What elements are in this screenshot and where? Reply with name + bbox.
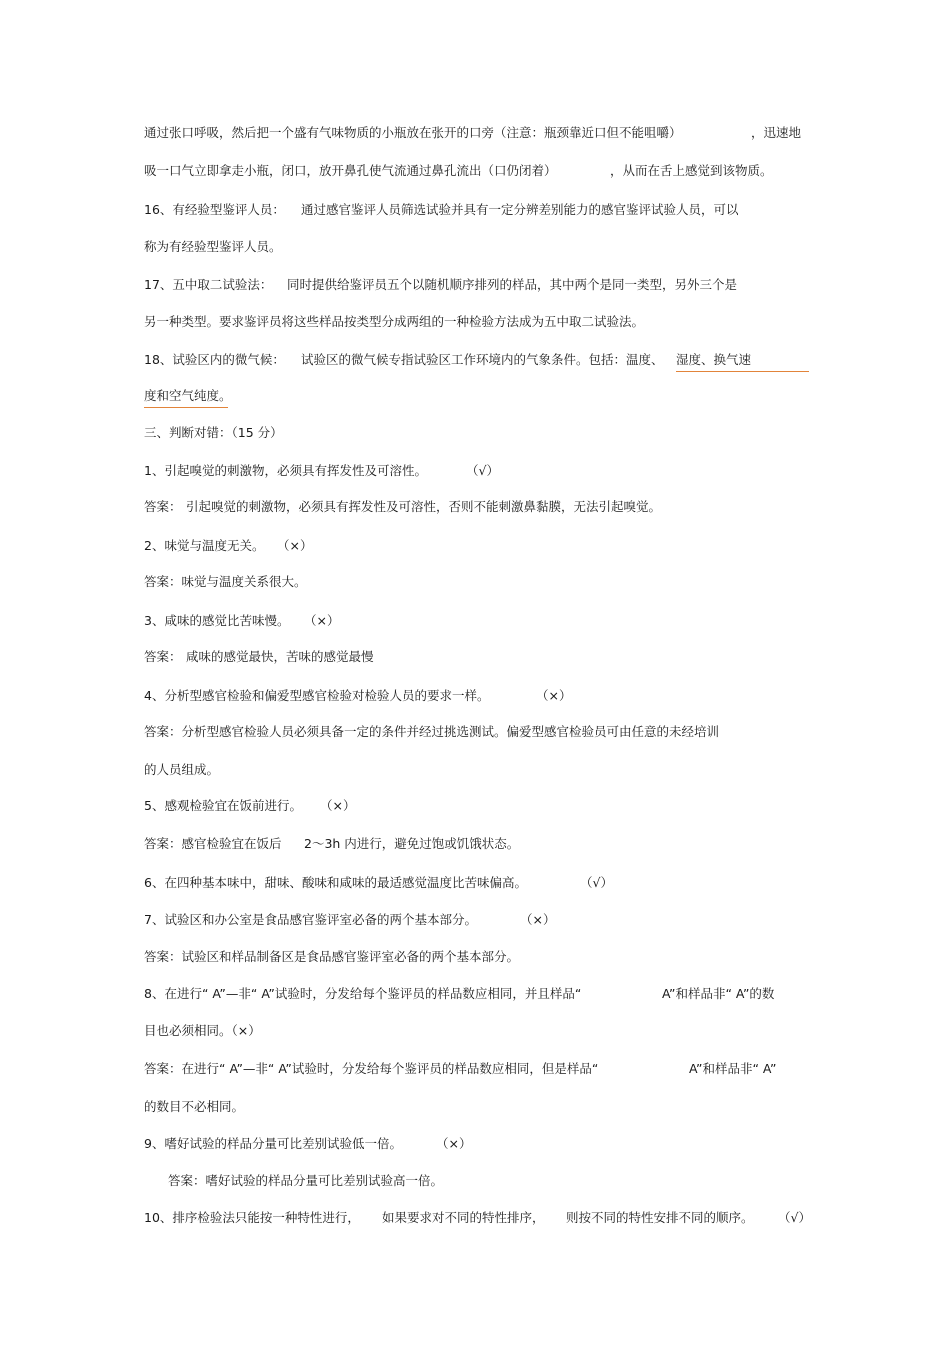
text-segment: ，从而在舌上感觉到该物质。 bbox=[610, 163, 773, 178]
question-1 bbox=[144, 460, 809, 482]
section-heading-text: 三、判断对错：（15 分） bbox=[144, 425, 283, 440]
question-text: 2、味觉与温度无关。 bbox=[144, 538, 265, 553]
question-text: A”和样品非“ A”的数 bbox=[662, 986, 775, 1001]
text-line-08 bbox=[144, 385, 809, 407]
answer-text: A”和样品非“ A” bbox=[689, 1061, 777, 1076]
answer-text: 的数目不必相同。 bbox=[144, 1099, 245, 1114]
question-text: 6、在四种基本味中，甜味、酸味和咸味的最适感觉温度比苦味偏高。 bbox=[144, 875, 527, 890]
answer-3 bbox=[144, 646, 809, 668]
text-segment: ，迅速地 bbox=[751, 125, 802, 140]
underlined-text: 湿度、换气速 bbox=[676, 349, 809, 372]
text-line-03 bbox=[144, 199, 809, 221]
question-text: 1、引起嗅觉的刺激物，必须具有挥发性及可溶性。 bbox=[144, 463, 427, 478]
answer-text: 答案：分析型感官检验人员必须具备一定的条件并经过挑选测试。偏爱型感官检验员可由任意的未经培训 bbox=[144, 724, 720, 739]
text-line-07 bbox=[144, 349, 809, 371]
answer-text: 的人员组成。 bbox=[144, 762, 220, 777]
text-line-18 bbox=[144, 759, 809, 781]
answer-text: 引起嗅觉的刺激物，必须具有挥发性及可溶性，否则不能刺激鼻黏膜，无法引起嗅觉。 bbox=[186, 499, 662, 514]
question-text: 10、排序检验法只能按一种特性进行， bbox=[144, 1210, 360, 1225]
underlined-text: 度和空气纯度。 bbox=[144, 385, 228, 408]
text-line-27 bbox=[144, 1096, 809, 1118]
answer-2 bbox=[144, 571, 809, 593]
question-text: 则按不同的特性安排不同的顺序。 bbox=[566, 1210, 754, 1225]
text-segment: 试验区的微气候专指试验区工作环境内的气象条件。包括：温度、 bbox=[301, 352, 664, 367]
question-7 bbox=[144, 909, 809, 931]
answer-text: 2～3h 内进行，避免过饱或饥饿状态。 bbox=[304, 836, 520, 851]
answer-8 bbox=[144, 1058, 809, 1080]
text-segment: 称为有经验型鉴评人员。 bbox=[144, 239, 282, 254]
question-8 bbox=[144, 983, 809, 1005]
text-segment: 另一种类型。要求鉴评员将这些样品按类型分成两组的一种检验方法成为五中取二试验法。 bbox=[144, 314, 645, 329]
question-text: 9、嗜好试验的样品分量可比差别试验低一倍。 bbox=[144, 1136, 402, 1151]
text-segment: 吸一口气立即拿走小瓶，闭口，放开鼻孔使气流通过鼻孔流出（口仍闭着） bbox=[144, 163, 557, 178]
question-2 bbox=[144, 535, 809, 557]
question-text: 7、试验区和办公室是食品感官鉴评室必备的两个基本部分。 bbox=[144, 912, 477, 927]
question-5 bbox=[144, 795, 809, 817]
answer-mark: （√） bbox=[466, 463, 499, 478]
answer-5 bbox=[144, 833, 809, 855]
text-line-25 bbox=[144, 1020, 809, 1042]
answer-text: 答案：味觉与温度关系很大。 bbox=[144, 574, 307, 589]
answer-1 bbox=[144, 496, 809, 518]
question-6 bbox=[144, 872, 809, 894]
section-heading bbox=[144, 422, 809, 444]
answer-mark: （√） bbox=[580, 875, 613, 890]
question-10 bbox=[144, 1207, 809, 1229]
answer-mark: （×） bbox=[304, 613, 340, 628]
answer-mark: （√） bbox=[778, 1210, 811, 1225]
answer-7 bbox=[144, 946, 809, 968]
question-4 bbox=[144, 685, 809, 707]
text-segment: 通过感官鉴评人员筛选试验并具有一定分辨差别能力的感官鉴评试验人员，可以 bbox=[301, 202, 739, 217]
term-heading: 16、有经验型鉴评人员： bbox=[144, 202, 285, 217]
text-segment: 通过张口呼吸，然后把一个盛有气味物质的小瓶放在张开的口旁（注意：瓶颈靠近口但不能咀嚼） bbox=[144, 125, 682, 140]
answer-text: 答案：试验区和样品制备区是食品感官鉴评室必备的两个基本部分。 bbox=[144, 949, 520, 964]
question-text: 5、感观检验宜在饭前进行。 bbox=[144, 798, 302, 813]
answer-mark: （×） bbox=[520, 912, 556, 927]
term-heading: 18、试验区内的微气候： bbox=[144, 352, 285, 367]
text-line-02 bbox=[144, 160, 809, 182]
question-text: 3、咸味的感觉比苦味慢。 bbox=[144, 613, 290, 628]
question-text: 8、在进行“ A”—非“ A”试验时，分发给每个鉴评员的样品数应相同，并且样品“ bbox=[144, 986, 582, 1001]
question-text: 如果要求对不同的特性排序， bbox=[382, 1210, 545, 1225]
text-segment: 同时提供给鉴评员五个以随机顺序排列的样品，其中两个是同一类型，另外三个是 bbox=[287, 277, 738, 292]
text-line-04 bbox=[144, 236, 809, 258]
answer-9 bbox=[168, 1170, 833, 1192]
question-text: 4、分析型感官检验和偏爱型感官检验对检验人员的要求一样。 bbox=[144, 688, 490, 703]
text-line-05 bbox=[144, 274, 809, 296]
answer-mark: （×） bbox=[536, 688, 572, 703]
answer-text: 答案：在进行“ A”—非“ A”试验时，分发给每个鉴评员的样品数应相同，但是样品“ bbox=[144, 1061, 599, 1076]
answer-mark: （×） bbox=[320, 798, 356, 813]
answer-text: 答案：嗜好试验的样品分量可比差别试验高一倍。 bbox=[168, 1173, 444, 1188]
term-heading: 17、五中取二试验法： bbox=[144, 277, 273, 292]
answer-mark: （×） bbox=[277, 538, 313, 553]
question-9 bbox=[144, 1133, 809, 1155]
answer-4 bbox=[144, 721, 809, 743]
answer-text: 咸味的感觉最快，苦味的感觉最慢 bbox=[186, 649, 374, 664]
question-text: 目也必须相同。（×） bbox=[144, 1023, 261, 1038]
text-line-01 bbox=[144, 122, 809, 144]
answer-mark: （×） bbox=[436, 1136, 472, 1151]
text-line-06 bbox=[144, 311, 809, 333]
question-3 bbox=[144, 610, 809, 632]
answer-label: 答案： bbox=[144, 649, 182, 664]
answer-label: 答案： bbox=[144, 499, 182, 514]
answer-text: 答案：感官检验宜在饭后 bbox=[144, 836, 282, 851]
